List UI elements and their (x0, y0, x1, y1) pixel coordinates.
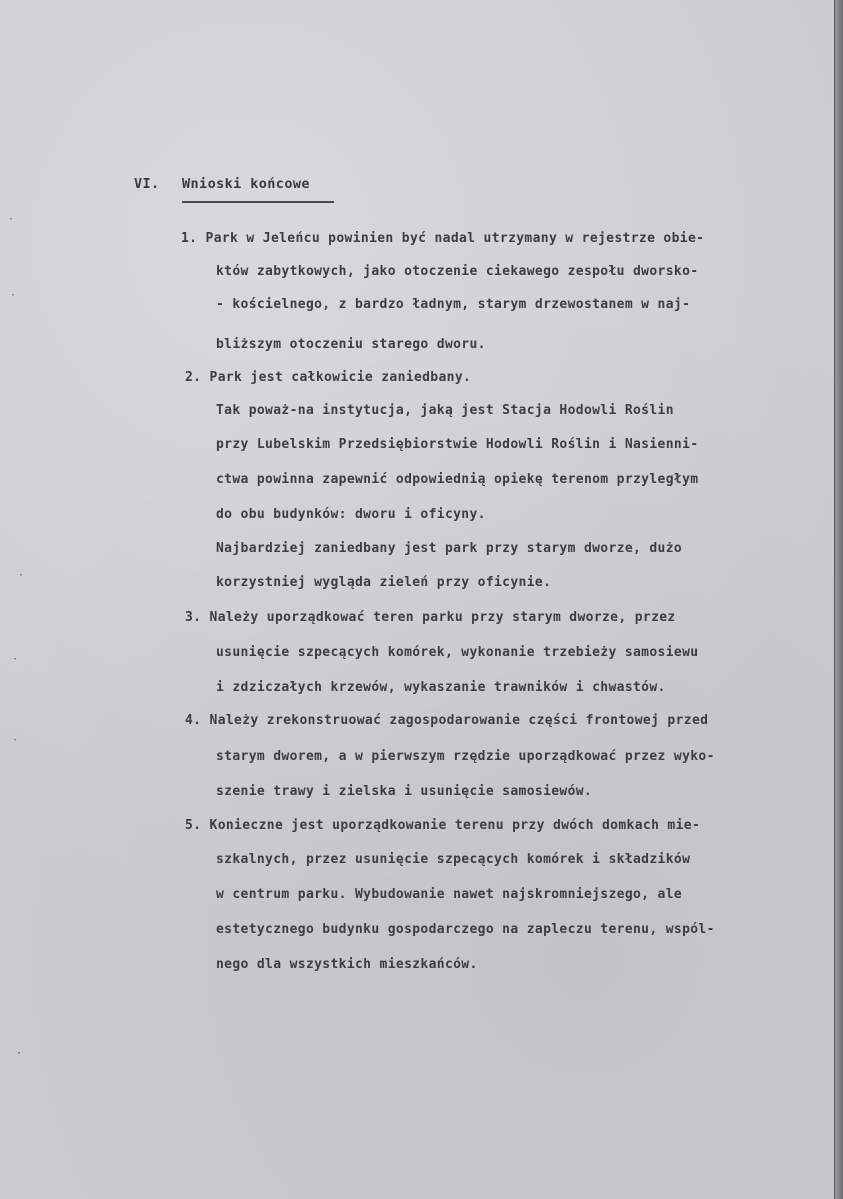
text-line: przy Lubelskim Przedsiębiorstwie Hodowli Roślin i Nasienni- (216, 437, 699, 452)
heading-underline (182, 201, 334, 203)
text-line: ctwa powinna zapewnić odpowiednią opiekę terenom przyległym (216, 472, 699, 487)
text-line: starym dworem, a w pierwszym rzędzie uporządkować przez wyko- (216, 749, 715, 764)
text-line: w centrum parku. Wybudowanie nawet najskromniejszego, ale (216, 887, 683, 902)
text-line: do obu budynków: dworu i oficyny. (216, 507, 486, 522)
margin-mark: · (8, 214, 15, 225)
text-line: 5. Konieczne jest uporządkowanie terenu przy dwóch domkach mie- (185, 818, 701, 833)
text-line: szenie trawy i zielska i usunięcie samosiewów. (216, 784, 593, 799)
text-line: - kościelnego, z bardzo ładnym, starym drzewostanem w naj- (216, 297, 691, 312)
text-line: i zdziczałych krzewów, wykaszanie trawników i chwastów. (216, 680, 666, 695)
section-number: VI. (134, 176, 160, 192)
text-line: estetycznego budynku gospodarczego na zapleczu terenu, wspól- (216, 922, 715, 937)
text-line: szkalnych, przez usunięcie szpecących komórek i składzików (216, 852, 691, 867)
paper-edge-shadow (834, 0, 843, 1199)
margin-mark: · (12, 735, 19, 746)
text-line: Tak poważ-na instytucja, jaką jest Stacja Hodowli Roślin (216, 403, 674, 418)
text-line: 4. Należy zrekonstruować zagospodarowanie części frontowej przed (185, 713, 709, 728)
margin-mark: · (16, 1048, 23, 1059)
text-line: usunięcie szpecących komórek, wykonanie trzebieży samosiewu (216, 645, 699, 660)
text-line: 1. Park w Jeleńcu powinien być nadal utrzymany w rejestrze obie- (181, 231, 705, 246)
margin-mark: · (18, 570, 25, 581)
text-line: 3. Należy uporządkować teren parku przy starym dworze, przez (185, 610, 676, 625)
text-line: bliższym otoczeniu starego dworu. (216, 337, 486, 352)
section-heading (134, 176, 310, 192)
text-line: nego dla wszystkich mieszkańców. (216, 957, 478, 972)
text-line: 2. Park jest całkowicie zaniedbany. (185, 370, 472, 385)
text-line: korzystniej wygląda zieleń przy oficynie. (216, 575, 552, 590)
text-line: któw zabytkowych, jako otoczenie ciekawego zespołu dworsko- (216, 264, 699, 279)
section-title: Wnioski końcowe (182, 176, 310, 192)
text-line: Najbardziej zaniedbany jest park przy starym dworze, dużo (216, 541, 683, 556)
margin-mark: · (10, 290, 17, 301)
margin-mark: · (12, 654, 19, 665)
